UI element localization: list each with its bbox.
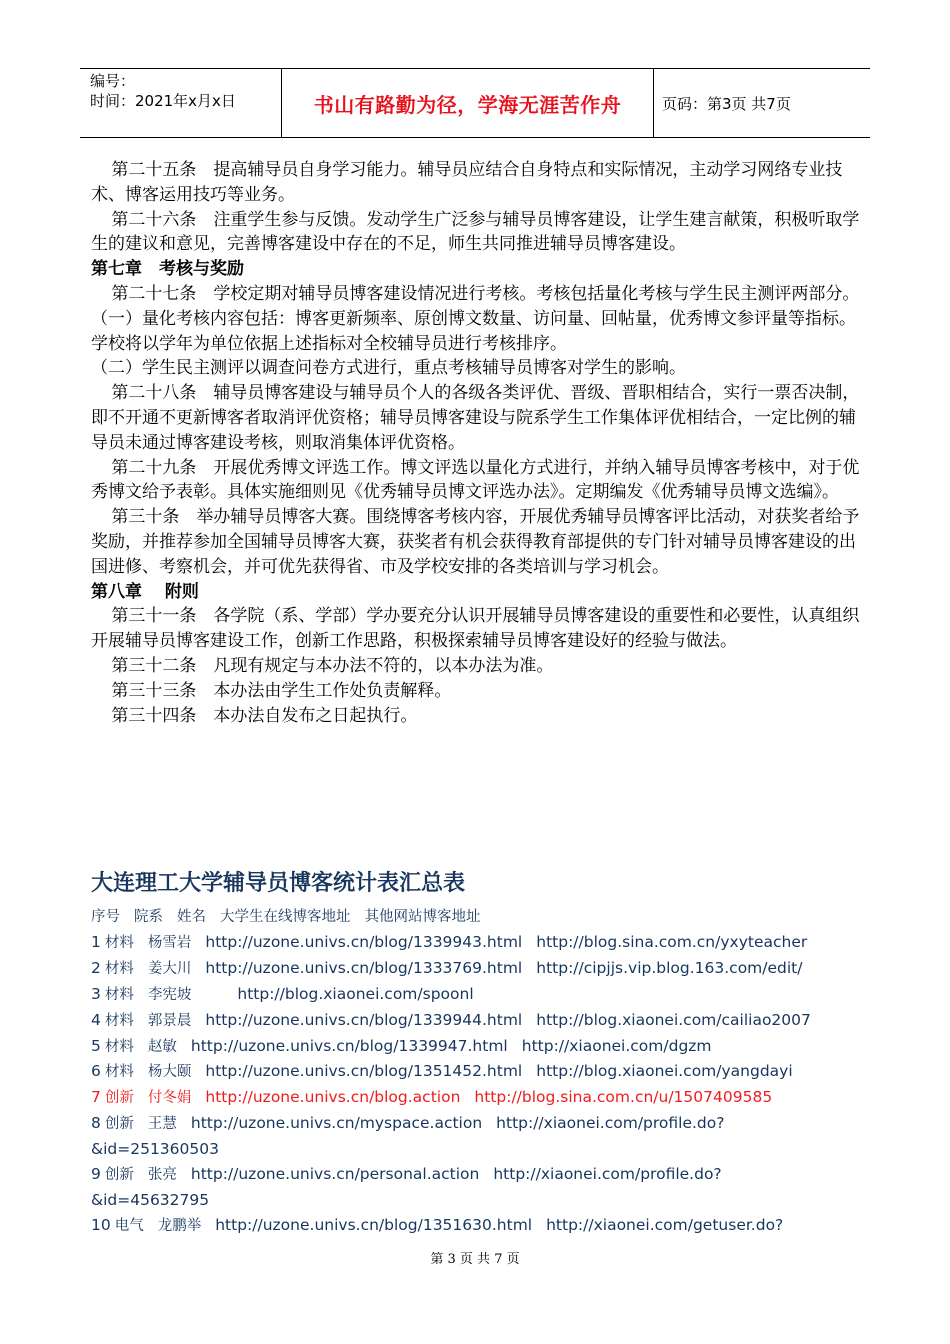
other-blog-link[interactable]: http://blog.xiaonei.com/spoonl bbox=[237, 984, 474, 1003]
row-name: 龙鹏举 bbox=[157, 1217, 202, 1234]
blog-statistics-table bbox=[91, 905, 871, 1239]
univs-blog-link[interactable]: http://uzone.univs.cn/myspace.action bbox=[190, 1114, 483, 1133]
chapter-heading: 第七章 考核与奖励 bbox=[91, 259, 244, 280]
other-blog-link[interactable]: http://xiaonei.com/profile.do? bbox=[496, 1114, 725, 1133]
other-blog-link-continued[interactable]: &id=251360503 bbox=[91, 1140, 219, 1159]
univs-blog-link[interactable]: http://uzone.univs.cn/blog.action bbox=[205, 1088, 461, 1107]
other-blog-link-continued[interactable]: &id=45632795 bbox=[91, 1190, 210, 1209]
column-header: 序号 bbox=[91, 909, 120, 925]
table-row bbox=[91, 956, 871, 982]
article-paragraph: 第三十三条 本办法由学生工作处负责解释。 bbox=[111, 680, 452, 701]
row-dept: 创新 bbox=[104, 1167, 134, 1184]
table-row-continuation bbox=[91, 1137, 871, 1162]
column-header: 大学生在线博客地址 bbox=[220, 909, 351, 925]
row-dept: 创新 bbox=[104, 1090, 134, 1107]
row-dept: 创新 bbox=[104, 1116, 134, 1133]
row-number: 4 bbox=[91, 1010, 101, 1029]
table-row bbox=[91, 1008, 871, 1034]
table-row bbox=[91, 1085, 871, 1111]
row-number: 9 bbox=[91, 1165, 101, 1184]
row-name: 赵敏 bbox=[147, 1038, 177, 1055]
header-motto: 书山有路勤为径，学海无涯苦作舟 bbox=[282, 69, 654, 137]
table-title: 大连理工大学辅导员博客统计表汇总表 bbox=[91, 871, 466, 896]
other-blog-link[interactable]: http://cipjjs.vip.blog.163.com/edit/ bbox=[536, 958, 803, 977]
number-label: 编号： bbox=[90, 72, 136, 90]
article-paragraph: 第二十七条 学校定期对辅导员博客建设情况进行考核。考核包括量化考核与学生民主测评两部分。 bbox=[111, 283, 860, 304]
other-blog-link[interactable]: http://blog.sina.com.cn/yxyteacher bbox=[536, 932, 808, 951]
other-blog-link[interactable]: http://blog.sina.com.cn/u/1507409585 bbox=[474, 1088, 773, 1107]
other-blog-link[interactable]: http://blog.xiaonei.com/cailiao2007 bbox=[536, 1010, 811, 1029]
row-number: 1 bbox=[91, 932, 101, 951]
date-label: 时间：2021年x月x日 bbox=[90, 92, 236, 110]
row-number: 5 bbox=[91, 1036, 101, 1055]
univs-blog-link[interactable]: http://uzone.univs.cn/blog/1351630.html bbox=[215, 1215, 533, 1234]
row-name: 王慧 bbox=[147, 1116, 177, 1133]
other-blog-link[interactable]: http://xiaonei.com/profile.do? bbox=[493, 1165, 722, 1184]
table-row bbox=[91, 982, 871, 1008]
column-header: 其他网站博客地址 bbox=[364, 909, 481, 925]
row-dept: 电气 bbox=[114, 1217, 144, 1234]
row-number: 10 bbox=[91, 1215, 111, 1234]
table-header-row bbox=[91, 905, 871, 930]
row-dept: 材料 bbox=[104, 1038, 134, 1055]
other-blog-link[interactable]: http://blog.xiaonei.com/yangdayi bbox=[536, 1062, 793, 1081]
table-row bbox=[91, 1034, 871, 1060]
univs-blog-link[interactable]: http://uzone.univs.cn/blog/1339944.html bbox=[205, 1010, 523, 1029]
page-number-label: 页码：第3页 共7页 bbox=[662, 94, 791, 113]
row-name: 杨大颐 bbox=[147, 1064, 192, 1081]
row-number: 6 bbox=[91, 1062, 101, 1081]
row-dept: 材料 bbox=[104, 1064, 134, 1081]
row-dept: 材料 bbox=[104, 1012, 134, 1029]
document-body bbox=[91, 158, 863, 728]
table-row bbox=[91, 1111, 871, 1137]
row-name: 李宪坡 bbox=[147, 986, 192, 1003]
row-dept: 材料 bbox=[104, 960, 134, 977]
row-dept: 材料 bbox=[104, 934, 134, 951]
article-paragraph: （一）量化考核内容包括：博客更新频率、原创博文数量、访问量、回帖量，优秀博文参评量等指标。学校将以学年为单位依据上述指标对全校辅导员进行考核排序。 bbox=[91, 308, 856, 354]
univs-blog-link[interactable]: http://uzone.univs.cn/blog/1351452.html bbox=[205, 1062, 523, 1081]
column-header: 姓名 bbox=[177, 909, 206, 925]
univs-blog-link[interactable]: http://uzone.univs.cn/blog/1333769.html bbox=[205, 958, 523, 977]
row-number: 7 bbox=[91, 1088, 101, 1107]
article-paragraph: 第三十四条 本办法自发布之日起执行。 bbox=[111, 705, 418, 726]
table-row bbox=[91, 1213, 871, 1239]
row-number: 2 bbox=[91, 958, 101, 977]
article-paragraph: 第三十一条 各学院（系、学部）学办要充分认识开展辅导员博客建设的重要性和必要性，认真组织开展辅导员博客建设工作，创新工作思路，积极探索辅导员博客建设好的经验与做法。 bbox=[91, 606, 860, 652]
row-name: 张亮 bbox=[147, 1167, 177, 1184]
table-row bbox=[91, 930, 871, 956]
other-blog-link[interactable]: http://xiaonei.com/dgzm bbox=[521, 1036, 712, 1055]
chapter-heading: 第八章 附则 bbox=[91, 581, 199, 602]
row-name: 杨雪岩 bbox=[147, 934, 192, 951]
row-name: 郭景晨 bbox=[147, 1012, 192, 1029]
univs-blog-link[interactable]: http://uzone.univs.cn/blog/1339943.html bbox=[205, 932, 523, 951]
header-meta bbox=[80, 69, 282, 137]
page-footer: 第 3 页 共 7 页 bbox=[430, 1252, 520, 1267]
table-row bbox=[91, 1162, 871, 1188]
univs-blog-link[interactable]: http://uzone.univs.cn/blog/1339947.html bbox=[190, 1036, 508, 1055]
article-paragraph: （二）学生民主测评以调查问卷方式进行，重点考核辅导员博客对学生的影响。 bbox=[91, 358, 686, 379]
univs-blog-link[interactable]: http://uzone.univs.cn/personal.action bbox=[190, 1165, 480, 1184]
row-number: 3 bbox=[91, 984, 101, 1003]
page-header bbox=[80, 68, 870, 138]
article-paragraph: 第三十二条 凡现有规定与本办法不符的，以本办法为准。 bbox=[111, 655, 554, 676]
column-header: 院系 bbox=[134, 909, 163, 925]
row-dept: 材料 bbox=[104, 986, 134, 1003]
article-paragraph: 第二十五条 提高辅导员自身学习能力。辅导员应结合自身特点和实际情况，主动学习网络专业技术、博客运用技巧等业务。 bbox=[91, 160, 843, 205]
table-row bbox=[91, 1059, 871, 1085]
table-row-continuation bbox=[91, 1188, 871, 1213]
article-paragraph: 第三十条 举办辅导员博客大赛。围绕博客考核内容，开展优秀辅导员博客评比活动，对获奖者给予奖励，并推荐参加全国辅导员博客大赛，获奖者有机会获得教育部提供的专门针对辅导员博客建设的出国进修、考察机会，并可优先获得省、市及学校安排的各类培训与学习机会。 bbox=[91, 507, 860, 577]
article-paragraph: 第二十九条 开展优秀博文评选工作。博文评选以量化方式进行，并纳入辅导员博客考核中，对于优秀博文给予表彰。具体实施细则见《优秀辅导员博文评选办法》。定期编发《优秀辅导员博文选编》。 bbox=[91, 457, 860, 503]
article-paragraph: 第二十八条 辅导员博客建设与辅导员个人的各级各类评优、晋级、晋职相结合，实行一票否决制，即不开通不更新博客者取消评优资格；辅导员博客建设与院系学生工作集体评优相结合，一定比例的辅导员未通过博客建设考核，则取消集体评优资格。 bbox=[91, 383, 860, 453]
row-name: 付冬娟 bbox=[147, 1090, 192, 1107]
row-number: 8 bbox=[91, 1114, 101, 1133]
other-blog-link[interactable]: http://xiaonei.com/getuser.do? bbox=[546, 1215, 784, 1234]
row-name: 姜大川 bbox=[147, 960, 192, 977]
article-paragraph: 第二十六条 注重学生参与反馈。发动学生广泛参与辅导员博客建设，让学生建言献策，积极听取学生的建议和意见，完善博客建设中存在的不足，师生共同推进辅导员博客建设。 bbox=[91, 209, 860, 255]
